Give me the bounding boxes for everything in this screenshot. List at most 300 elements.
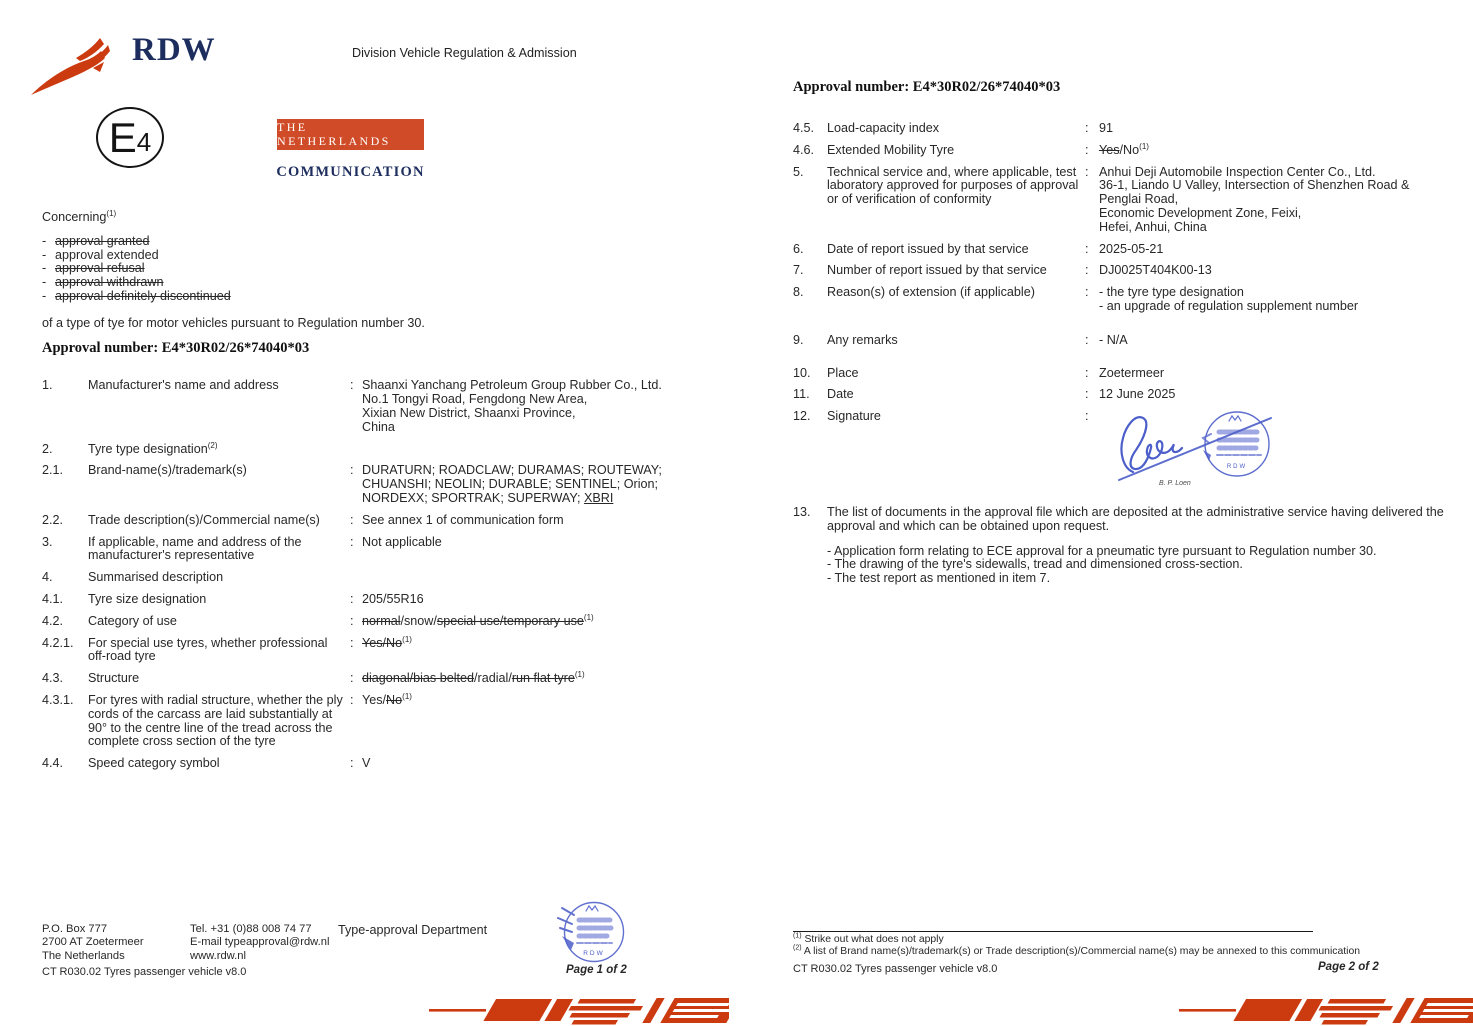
dash-bullet: - — [42, 261, 47, 276]
item-value — [1099, 122, 1459, 136]
footnote-text: Strike out what does not apply — [804, 934, 944, 945]
item-colon: : — [1085, 285, 1089, 300]
address-line: 2700 AT Zoetermeer — [42, 936, 144, 949]
text-segment: 12 June 2025 — [1099, 387, 1176, 402]
text-segment: Signature — [827, 409, 881, 424]
text-segment: Speed category symbol — [88, 756, 220, 771]
footer-address — [42, 923, 144, 963]
text-segment: Load-capacity index — [827, 121, 940, 135]
text-segment: Yes/No — [362, 635, 403, 650]
form-row — [793, 264, 1459, 278]
label-line — [88, 440, 350, 457]
page1-form-rows — [42, 379, 732, 771]
value-line — [1099, 122, 1459, 136]
item-value — [362, 634, 732, 665]
form-row — [42, 571, 732, 585]
footnote — [793, 946, 1360, 958]
item-colon: : — [350, 591, 354, 606]
value-line — [1099, 334, 1459, 348]
concerning-option — [42, 262, 732, 276]
text-segment: cords of the carcass are laid substantially at — [88, 706, 333, 721]
label-line — [88, 637, 350, 651]
concerning-option — [42, 290, 732, 304]
text-segment: Date of report issued by that service — [827, 241, 1029, 256]
item-number: 7. — [793, 263, 804, 278]
label-line — [827, 243, 1085, 257]
e4-approval-mark — [96, 107, 164, 168]
document-list-line — [827, 572, 1459, 586]
item-label — [88, 637, 350, 665]
text-segment: No.1 Tongyi Road, Fengdong New Area, — [362, 392, 588, 407]
item-value — [362, 464, 732, 505]
form-row — [793, 388, 1459, 402]
text-line — [827, 506, 1459, 520]
label-line — [827, 388, 1085, 402]
text-segment: Summarised description — [88, 570, 224, 585]
form-row — [793, 367, 1459, 381]
form-row — [793, 286, 1459, 314]
text-segment: or of verification of conformity — [827, 192, 992, 207]
text-segment: Extended Mobility Tyre — [827, 142, 955, 157]
label-line — [827, 179, 1085, 193]
text-segment: For tyres with radial structure, whether the ply — [88, 692, 343, 707]
label-line — [827, 264, 1085, 278]
item-number: 13. — [793, 504, 811, 519]
label-line — [827, 410, 1085, 424]
text-segment: - N/A — [1099, 332, 1128, 347]
item-label — [827, 264, 1085, 278]
footer-department: Type-approval Department — [338, 923, 488, 937]
value-line — [1099, 300, 1459, 314]
document-list — [827, 545, 1459, 586]
item-number: 2.1. — [42, 463, 64, 478]
value-line — [1099, 286, 1459, 300]
value-line — [362, 612, 732, 629]
text-segment: Shaanxi Yanchang Petroleum Group Rubber Co., Ltd. — [362, 378, 662, 393]
concerning-option — [42, 235, 732, 249]
value-line — [362, 393, 732, 407]
item-colon: : — [1085, 241, 1089, 256]
label-line — [88, 549, 350, 563]
page1-body — [42, 208, 732, 771]
item-colon: : — [350, 692, 354, 707]
item-number: 8. — [793, 285, 804, 300]
item-colon: : — [1085, 409, 1089, 424]
item-value — [1099, 243, 1459, 257]
value-line — [362, 593, 732, 607]
item-label — [88, 571, 350, 585]
text-segment: Technical service and, where applicable, test — [827, 164, 1077, 179]
item-colon — [350, 443, 362, 457]
item-value — [362, 669, 732, 686]
rdw-speedlines-decoration — [429, 994, 729, 1026]
item-colon: : — [350, 534, 354, 549]
text-segment: Tyre size designation — [88, 591, 207, 606]
address-line: P.O. Box 777 — [42, 923, 108, 935]
item-label — [827, 144, 1085, 158]
item-value — [362, 612, 732, 629]
text-segment: Anhui Deji Automobile Inspection Center Co., Ltd. — [1099, 164, 1376, 179]
concerning-option-text: approval extended — [55, 247, 159, 262]
text-segment: Not applicable — [362, 534, 442, 549]
form-row — [42, 757, 732, 771]
form-row — [793, 410, 1459, 492]
rdw-speedlines-decoration — [1179, 994, 1473, 1026]
text-segment: run flat tyre — [511, 671, 575, 686]
text-segment: /radial/ — [474, 671, 512, 686]
item-number: 1. — [42, 378, 53, 393]
text-segment: The list of documents in the approval file which are deposited at the administrative service having delivered the — [827, 504, 1444, 519]
item-number: 4. — [42, 570, 53, 585]
page-2 — [750, 0, 1473, 1026]
document-list-line — [827, 558, 1459, 572]
label-line — [88, 708, 350, 722]
form-row — [42, 536, 732, 564]
text-segment: 205/55R16 — [362, 591, 424, 606]
item-value — [362, 443, 732, 457]
concerning-option-text: approval refusal — [55, 261, 145, 276]
footnote-marker: (2) — [793, 944, 802, 952]
label-line — [88, 672, 350, 686]
item-label — [827, 122, 1085, 136]
signature-and-stamp — [1099, 406, 1299, 488]
footnotes — [793, 934, 1360, 958]
dash-bullet: - — [42, 233, 47, 248]
item-colon: : — [1085, 121, 1089, 135]
item-value — [1099, 334, 1459, 348]
text-segment: /No — [1119, 142, 1140, 157]
item-value — [362, 571, 732, 585]
item-value — [1099, 286, 1459, 314]
item-colon: : — [1085, 332, 1089, 347]
text-line — [827, 520, 1459, 534]
footnote-text: A list of Brand name(s)/trademark(s) or Trade description(s)/Commercial name(s) may be annexed to this communication — [803, 946, 1360, 957]
text-segment: Manufacturer's name and address — [88, 378, 279, 393]
item-label — [88, 593, 350, 607]
form-row — [42, 691, 732, 749]
document-code: CT R030.02 Tyres passenger vehicle v8.0 — [793, 963, 998, 975]
item-colon: : — [350, 671, 354, 686]
item-label — [827, 388, 1085, 402]
address-line: The Netherlands — [42, 949, 125, 962]
form-row — [42, 440, 732, 457]
item-value — [362, 757, 732, 771]
text-segment: - an upgrade of regulation supplement number — [1099, 298, 1359, 313]
e-mark-digit: 4 — [136, 126, 152, 157]
label-line — [827, 367, 1085, 381]
stamp-text: RDW — [583, 950, 605, 957]
item-label — [827, 286, 1085, 314]
text-segment: (1) — [402, 634, 412, 644]
value-line — [362, 478, 732, 492]
text-segment: Yes — [1099, 142, 1120, 157]
form-row — [793, 122, 1459, 136]
item-number: 2. — [42, 441, 53, 456]
text-segment: Tyre type designation — [88, 441, 208, 456]
text-segment: approval and which can be obtained upon request. — [827, 518, 1110, 533]
text-segment: DJ0025T404K00-13 — [1099, 263, 1212, 278]
text-segment: CHUANSHI; NEOLIN; DURABLE; SENTINEL; Orion; — [362, 477, 659, 492]
label-line — [827, 166, 1085, 180]
value-line — [362, 634, 732, 651]
value-line — [1099, 166, 1459, 180]
item-number: 4.2. — [42, 613, 64, 628]
text-segment: No — [386, 692, 403, 707]
text-segment: laboratory approved for purposes of approval — [827, 178, 1079, 193]
text-segment: complete cross section of the tyre — [88, 734, 276, 749]
label-line — [88, 593, 350, 607]
item-value — [362, 514, 732, 528]
text-segment: Penglai Road, — [1099, 192, 1179, 207]
text-segment: Hefei, Anhui, China — [1099, 219, 1207, 234]
item-colon: : — [1085, 263, 1089, 278]
text-segment: See annex 1 of communication form — [362, 512, 564, 527]
label-line — [88, 694, 350, 708]
value-line — [1099, 141, 1459, 158]
item-label — [88, 694, 350, 749]
value-line — [1099, 221, 1459, 235]
value-line — [362, 669, 732, 686]
concerning-option-text: approval definitely discontinued — [55, 288, 231, 303]
item-label — [827, 166, 1085, 235]
item-number: 4.1. — [42, 591, 64, 606]
text-segment: Economic Development Zone, Feixi, — [1099, 205, 1302, 220]
text-segment: off-road tyre — [88, 649, 156, 664]
label-line — [827, 144, 1085, 158]
form-row — [42, 612, 732, 629]
value-line — [362, 379, 732, 393]
rdw-logo-text: RDW — [132, 32, 216, 68]
form-row — [42, 669, 732, 686]
contact-line: E-mail typeapproval@rdw.nl — [190, 936, 330, 949]
subject-line: of a type of tye for motor vehicles pursuant to Regulation number 30. — [42, 315, 425, 330]
text-segment: V — [362, 756, 371, 771]
text-segment: Category of use — [88, 613, 177, 628]
item-number: 4.2.1. — [42, 635, 74, 650]
document-code: CT R030.02 Tyres passenger vehicle v8.0 — [42, 966, 247, 978]
approval-number: Approval number: E4*30R02/26*74040*03 — [42, 339, 310, 356]
label-line — [88, 379, 350, 393]
item-number: 4.4. — [42, 756, 64, 771]
item-label — [827, 334, 1085, 348]
item-colon: : — [350, 635, 354, 650]
footnote-marker: (1) — [793, 932, 802, 940]
item-value — [362, 379, 732, 434]
item-text — [827, 506, 1459, 586]
item-colon — [350, 571, 362, 585]
concerning-option — [42, 249, 732, 263]
item-label — [88, 440, 350, 457]
dash-bullet: - — [42, 275, 47, 290]
concerning-options — [42, 235, 732, 304]
value-line — [1099, 207, 1459, 221]
item-number: 12. — [793, 409, 811, 424]
item-label — [88, 464, 350, 505]
item-colon: : — [350, 613, 354, 628]
value-line — [362, 691, 732, 708]
text-segment: Any remarks — [827, 332, 898, 347]
item-label — [827, 243, 1085, 257]
text-segment: Date — [827, 387, 854, 402]
item-colon: : — [1085, 164, 1089, 179]
text-segment: normal — [362, 613, 401, 628]
label-line — [88, 650, 350, 664]
form-row — [793, 243, 1459, 257]
page2-form-rows — [793, 122, 1459, 586]
form-row — [42, 593, 732, 607]
value-line — [362, 757, 732, 771]
text-segment: (1) — [1139, 141, 1149, 151]
value-line — [362, 407, 732, 421]
footnote-separator — [793, 931, 1313, 932]
label-line — [827, 334, 1085, 348]
form-row — [42, 464, 732, 505]
form-row — [793, 141, 1459, 158]
rdw-stamp-icon — [554, 898, 632, 966]
text-segment: (1) — [583, 612, 594, 622]
item-value — [362, 593, 732, 607]
concerning-label: Concerning — [42, 210, 107, 224]
item-colon: : — [350, 756, 354, 771]
value-line — [362, 514, 732, 528]
form-row — [793, 506, 1459, 586]
text-segment: 2025-05-21 — [1099, 241, 1164, 256]
document-title: COMMUNICATION — [276, 164, 425, 180]
item-value — [1099, 410, 1459, 492]
text-segment: Trade description(s)/Commercial name(s) — [88, 512, 320, 527]
e-mark-letter: E — [108, 113, 137, 161]
text-segment: Place — [827, 365, 859, 380]
item-value — [362, 691, 732, 749]
contact-line: www.rdw.nl — [190, 949, 246, 962]
item-value — [1099, 367, 1459, 381]
text-segment: 90° to the centre line of the tread across the — [88, 720, 333, 735]
text-segment: Number of report issued by that service — [827, 263, 1047, 278]
text-segment: Reason(s) of extension (if applicable) — [827, 285, 1035, 300]
text-segment: Zoetermeer — [1099, 365, 1165, 380]
item-label — [827, 410, 1085, 492]
concerning-option — [42, 276, 732, 290]
value-line — [1099, 193, 1459, 207]
item-colon: : — [350, 463, 354, 478]
text-segment: DURATURN; ROADCLAW; DURAMAS; ROUTEWAY; — [362, 463, 662, 478]
signer-name: B. P. Loen — [1159, 480, 1191, 488]
text-segment: manufacturer's representative — [88, 548, 255, 563]
text-segment: - The test report as mentioned in item 7. — [827, 571, 1051, 586]
text-segment: (2) — [207, 440, 218, 450]
item-number: 5. — [793, 164, 804, 179]
form-row — [793, 166, 1459, 235]
text-segment: /snow/ — [400, 613, 437, 628]
contact-line: Tel. +31 (0)88 008 74 77 — [190, 923, 312, 935]
text-segment: For special use tyres, whether professional — [88, 635, 328, 650]
concerning-option-text: approval withdrawn — [55, 275, 164, 290]
item-label — [88, 379, 350, 434]
value-line — [1099, 243, 1459, 257]
item-label — [88, 757, 350, 771]
division-title: Division Vehicle Regulation & Admission — [352, 46, 577, 60]
value-line — [362, 492, 732, 506]
text-segment: China — [362, 419, 395, 434]
text-segment: Yes/ — [362, 692, 387, 707]
label-line — [88, 514, 350, 528]
label-line — [88, 464, 350, 478]
item-label — [827, 367, 1085, 381]
item-value — [1099, 264, 1459, 278]
item-label — [88, 615, 350, 629]
value-line — [1099, 179, 1459, 193]
value-line — [362, 464, 732, 478]
form-row — [42, 379, 732, 434]
label-line — [88, 722, 350, 736]
label-line — [827, 122, 1085, 136]
country-badge: THE NETHERLANDS — [277, 119, 424, 150]
text-segment: Brand-name(s)/trademark(s) — [88, 463, 247, 478]
item-value — [1099, 166, 1459, 235]
item-number: 4.5. — [793, 121, 815, 135]
label-line — [88, 536, 350, 550]
text-segment: 36-1, Liando U Valley, Intersection of Shenzhen Road & — [1099, 178, 1410, 193]
item-number: 10. — [793, 365, 811, 380]
footnote — [793, 934, 1360, 946]
form-row — [42, 514, 732, 528]
text-segment: XBRI — [583, 490, 614, 505]
label-line — [88, 571, 350, 585]
value-line — [362, 536, 732, 550]
item-label — [88, 672, 350, 686]
label-line — [88, 735, 350, 749]
value-line — [1099, 264, 1459, 278]
dash-bullet: - — [42, 247, 47, 262]
text-segment: - the tyre type designation — [1099, 285, 1244, 300]
page2-body — [793, 100, 1459, 586]
item-colon: : — [1085, 387, 1089, 402]
item-number: 4.6. — [793, 142, 815, 157]
text-segment: special use/temporary use — [436, 613, 584, 628]
text-segment: diagonal/bias belted — [362, 671, 475, 686]
page-number: Page 1 of 2 — [566, 964, 627, 976]
text-segment: - The drawing of the tyre's sidewalls, tread and dimensioned cross-section. — [827, 557, 1243, 572]
text-segment: If applicable, name and address of the — [88, 534, 302, 549]
item-number: 2.2. — [42, 512, 64, 527]
rdw-feather-logo — [30, 34, 118, 100]
footnote-ref-1: (1) — [106, 208, 117, 218]
item-number: 3. — [42, 534, 53, 549]
label-line — [88, 615, 350, 629]
label-line — [827, 193, 1085, 207]
form-row — [793, 334, 1459, 348]
stamp-text: RDW — [1226, 464, 1248, 471]
item-colon: : — [1085, 365, 1089, 380]
text-segment: (1) — [402, 691, 412, 701]
concerning-option-text: approval granted — [55, 233, 150, 248]
signature-block — [1099, 406, 1459, 492]
value-line — [362, 421, 732, 435]
item-value — [1099, 388, 1459, 402]
item-number: 6. — [793, 241, 804, 256]
text-segment: NORDEXX; SPORTRAK; SUPERWAY; — [362, 490, 584, 505]
text-segment: Structure — [88, 671, 140, 686]
item-colon: : — [1085, 142, 1089, 157]
item-colon: : — [350, 512, 354, 527]
item-number: 11. — [793, 387, 810, 402]
text-segment: Xixian New District, Shaanxi Province, — [362, 405, 576, 420]
item-label — [88, 514, 350, 528]
label-line — [88, 757, 350, 771]
footer-contact — [190, 923, 329, 963]
text-segment: 91 — [1099, 121, 1114, 135]
item-value — [362, 536, 732, 564]
